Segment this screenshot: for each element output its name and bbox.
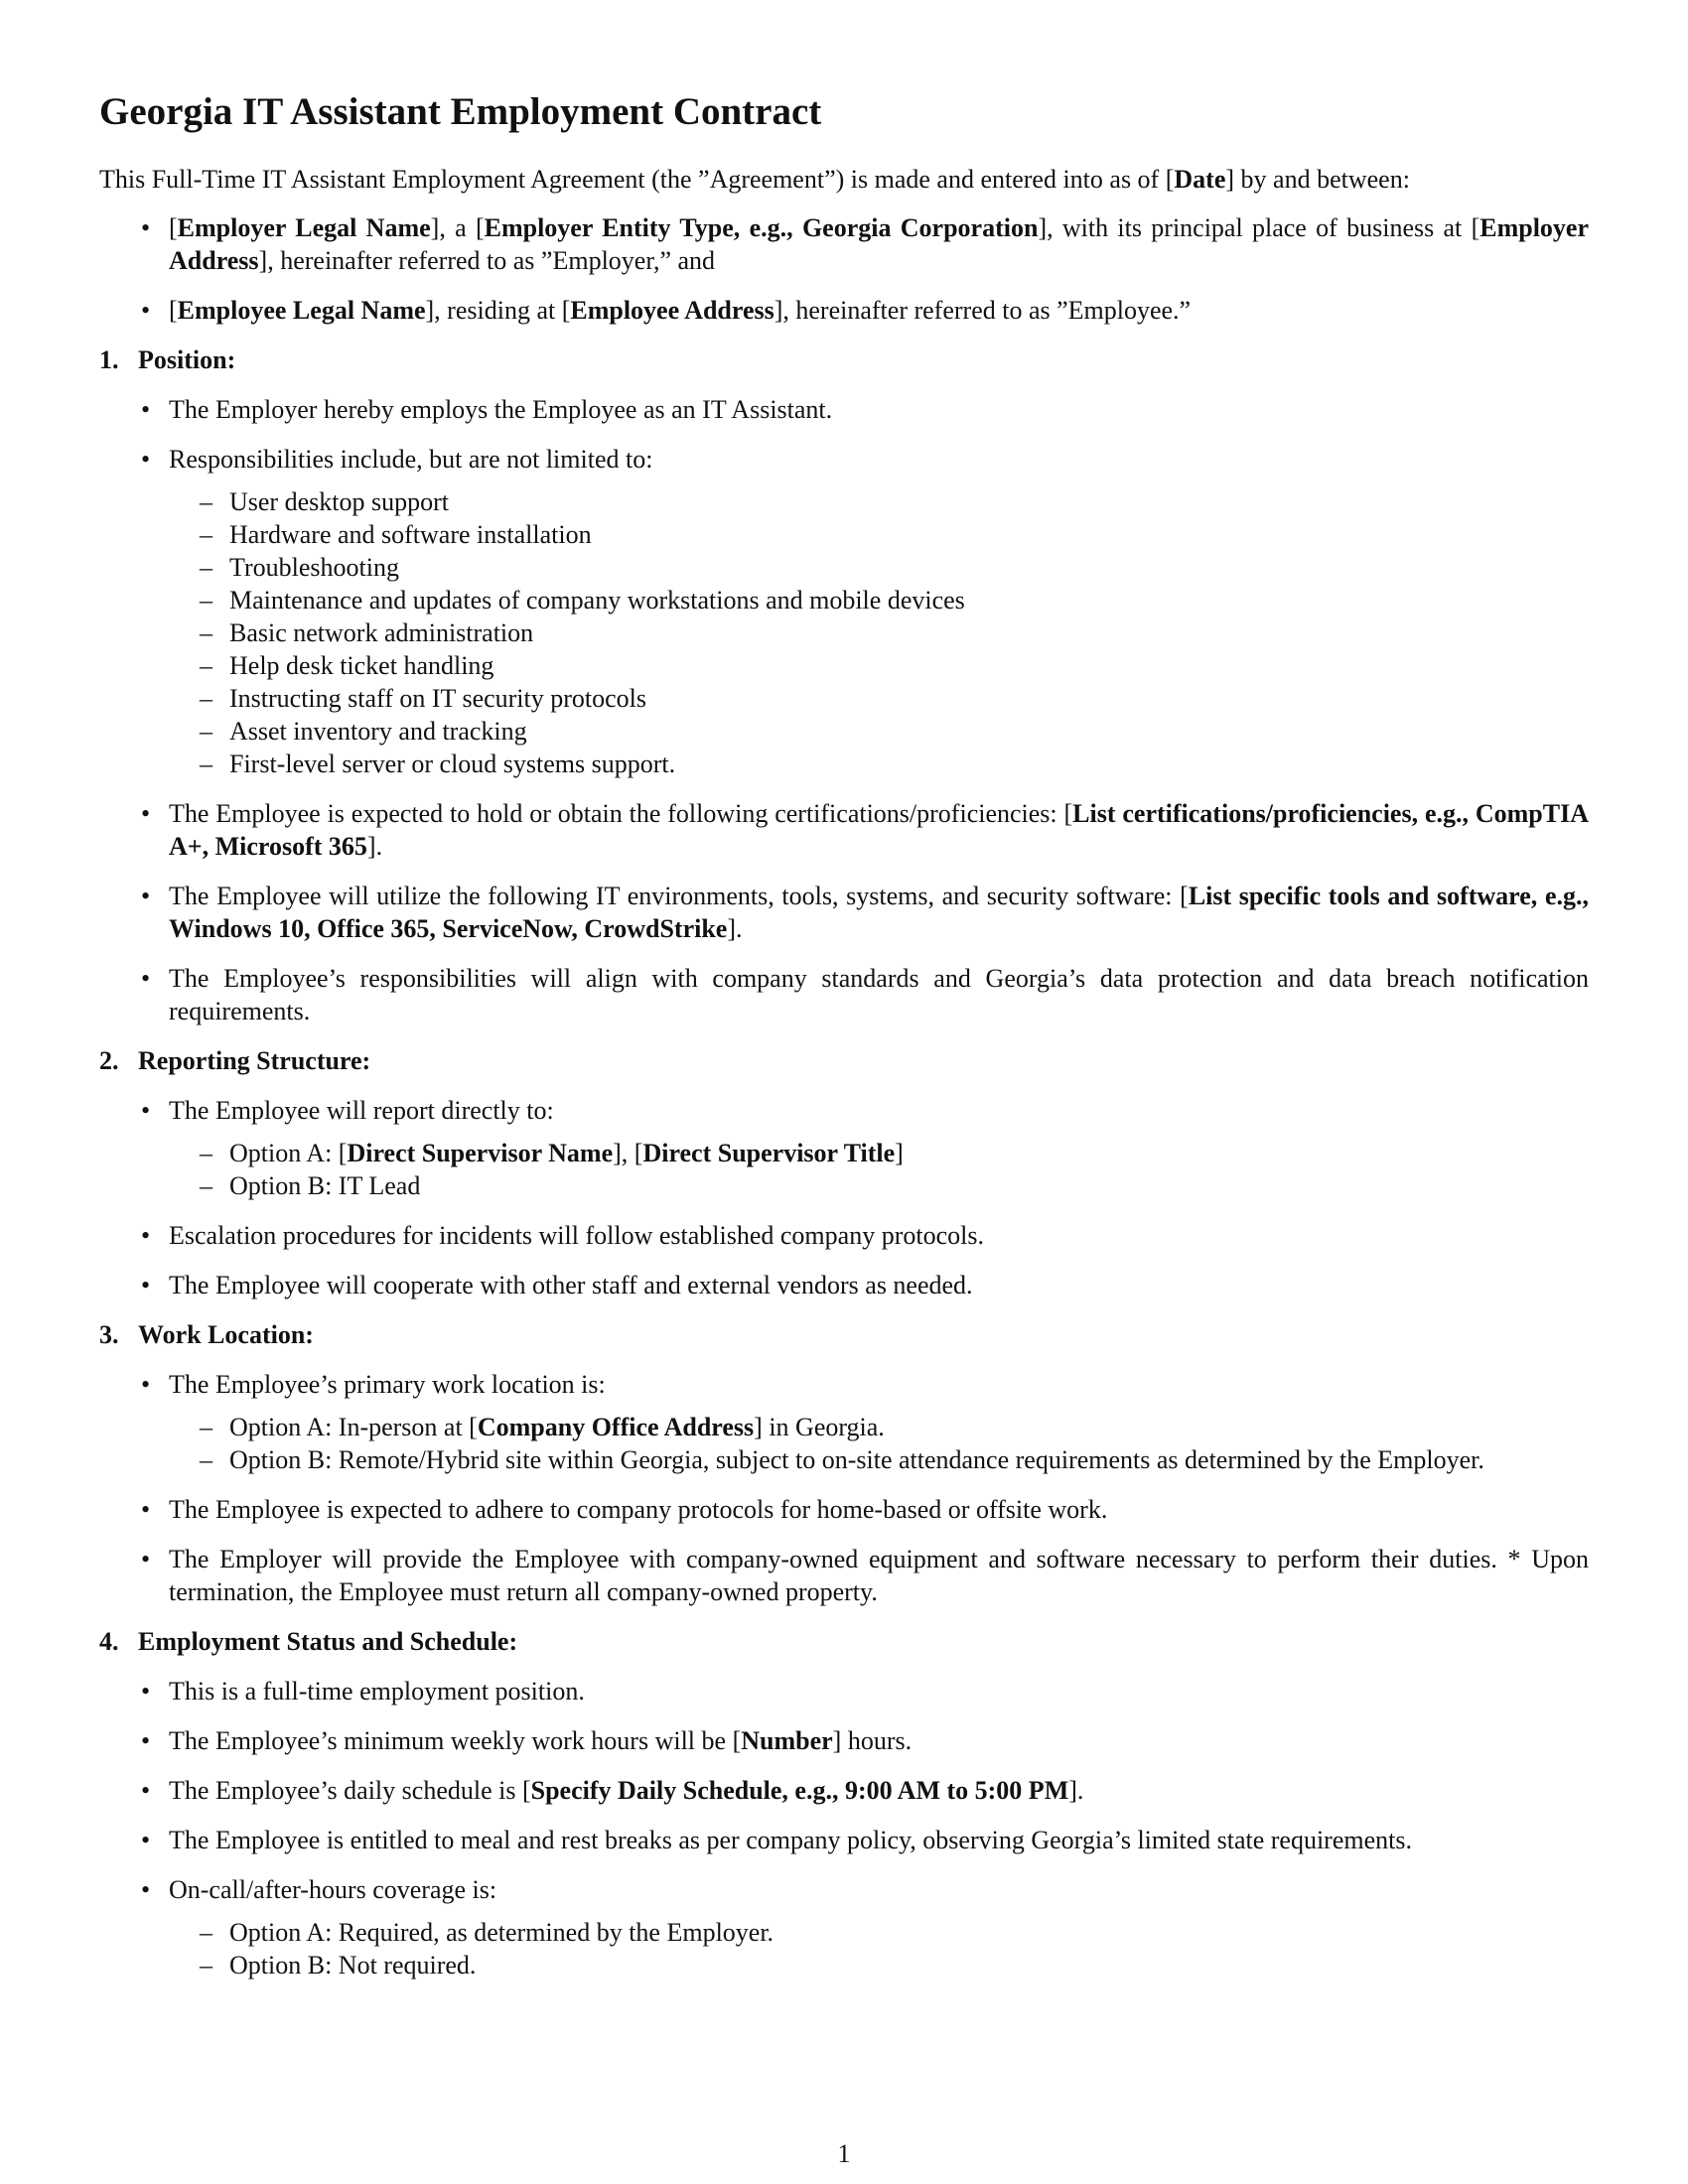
responsibility-item: – Maintenance and updates of company workstations and mobile devices: [169, 584, 1589, 616]
section-reporting-list: [99, 1094, 1589, 1301]
list-item: • The Employee is entitled to meal and rest breaks as per company policy, observing Georgia’s limited state requirements.: [99, 1824, 1589, 1856]
list-item: • The Employee’s daily schedule is [Specify Daily Schedule, e.g., 9:00 AM to 5:00 PM].: [99, 1774, 1589, 1807]
page-number: 1: [837, 2139, 851, 2168]
list-item: • The Employee will cooperate with other staff and external vendors as needed.: [99, 1269, 1589, 1301]
option-list: [169, 1916, 1589, 1981]
responsibility-item: – First-level server or cloud systems support.: [169, 748, 1589, 780]
section-heading-reporting: 2. Reporting Structure:: [99, 1046, 371, 1075]
list-item: • The Employee’s responsibilities will align with company standards and Georgia’s data protection and data breach notification requirements.: [99, 962, 1589, 1027]
list-item: • The Employee will report directly to: – Option A: [Direct Supervisor Name], [Direct Supervisor Title] – Option B: IT Lead: [99, 1094, 1589, 1202]
section-schedule-list: [99, 1675, 1589, 1981]
list-item: • The Employee is expected to hold or obtain the following certifications/proficiencies: [List certifications/proficiencies, e.g., CompTIA A+, Microsoft 365].: [99, 797, 1589, 863]
list-item: • Escalation procedures for incidents will follow established company protocols.: [99, 1219, 1589, 1252]
responsibility-item: – User desktop support: [169, 485, 1589, 518]
list-item: • The Employer will provide the Employee with company-owned equipment and software necessary to perform their duties. * Upon termination, the Employee must return all company-owned property.: [99, 1543, 1589, 1608]
option-item: – Option A: [Direct Supervisor Name], [Direct Supervisor Title]: [169, 1137, 1589, 1169]
option-item: – Option B: Not required.: [169, 1949, 1589, 1981]
list-item: • Responsibilities include, but are not limited to: – User desktop support – Hardware and software installation – Troubleshooting – Maintenance and updates of company workstations and mobile devices – Basic network administration – Help desk ticket handling – Instructing staff on IT security protocols – Asset inventory and tracking – First-level server or cloud systems support.: [99, 443, 1589, 780]
document-page: [99, 89, 1589, 1998]
intro-paragraph: This Full-Time IT Assistant Employment Agreement (the ”Agreement”) is made and entered into as of [Date] by and between:: [99, 165, 1410, 194]
option-item: – Option A: Required, as determined by the Employer.: [169, 1916, 1589, 1949]
option-item: – Option B: Remote/Hybrid site within Georgia, subject to on-site attendance requirements as determined by the Employer.: [169, 1443, 1589, 1476]
list-item: • The Employee is expected to adhere to company protocols for home-based or offsite work.: [99, 1493, 1589, 1526]
list-item: • The Employer hereby employs the Employee as an IT Assistant.: [99, 393, 1589, 426]
list-item: • The Employee’s minimum weekly work hours will be [Number] hours.: [99, 1724, 1589, 1757]
responsibility-item: – Instructing staff on IT security protocols: [169, 682, 1589, 715]
option-item: – Option A: In-person at [Company Office Address] in Georgia.: [169, 1411, 1589, 1443]
section-heading-schedule: 4. Employment Status and Schedule:: [99, 1627, 518, 1656]
responsibility-item: – Hardware and software installation: [169, 518, 1589, 551]
list-item: • The Employee’s primary work location is: – Option A: In-person at [Company Office Address] in Georgia. – Option B: Remote/Hybrid site within Georgia, subject to on-site attendance requirements as determined by the Employer.: [99, 1368, 1589, 1476]
date-placeholder: Date: [1174, 165, 1226, 194]
list-item: • On-call/after-hours coverage is: – Option A: Required, as determined by the Employer. – Option B: Not required.: [99, 1873, 1589, 1981]
section-heading-location: 3. Work Location:: [99, 1320, 314, 1349]
option-list: [169, 1411, 1589, 1476]
responsibility-item: – Asset inventory and tracking: [169, 715, 1589, 748]
option-item: – Option B: IT Lead: [169, 1169, 1589, 1202]
responsibility-item: – Basic network administration: [169, 616, 1589, 649]
list-item: • The Employee will utilize the following IT environments, tools, systems, and security software: [List specific tools and software, e.g., Windows 10, Office 365, ServiceNow, CrowdStrike].: [99, 880, 1589, 945]
list-item: • This is a full-time employment position.: [99, 1675, 1589, 1707]
section-heading-position: 1. Position:: [99, 345, 236, 374]
responsibilities-list: [169, 485, 1589, 780]
employee-party: • [Employee Legal Name], residing at [Employee Address], hereinafter referred to as ”Employee.”: [99, 294, 1589, 327]
responsibility-item: – Troubleshooting: [169, 551, 1589, 584]
employer-party: • [Employer Legal Name], a [Employer Entity Type, e.g., Georgia Corporation], with its principal place of business at [Employer Address], hereinafter referred to as ”Employer,” and: [99, 211, 1589, 277]
parties-list: [99, 211, 1589, 327]
document-title: Georgia IT Assistant Employment Contract: [99, 90, 822, 133]
option-list: [169, 1137, 1589, 1202]
section-location-list: [99, 1368, 1589, 1608]
responsibility-item: – Help desk ticket handling: [169, 649, 1589, 682]
section-position-list: [99, 393, 1589, 1027]
